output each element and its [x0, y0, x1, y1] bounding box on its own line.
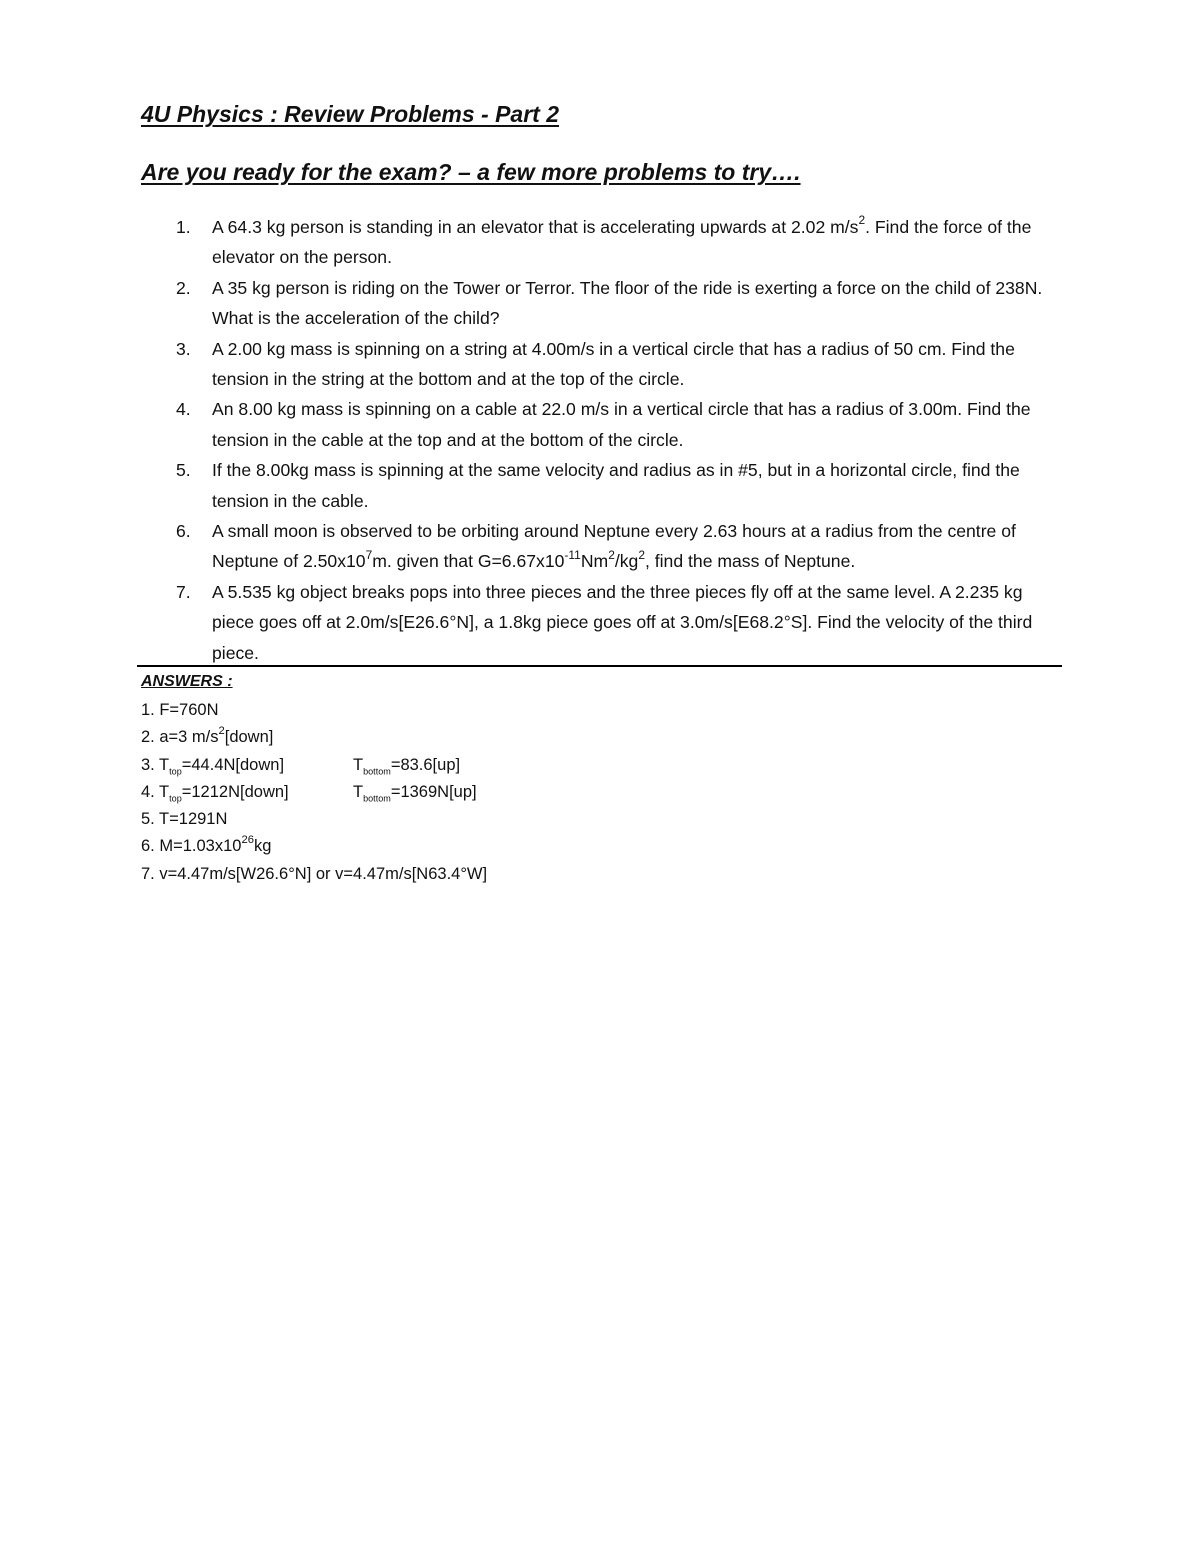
problem-number: 6. [176, 521, 191, 542]
problem-number: 5. [176, 460, 191, 481]
problem-number: 4. [176, 399, 191, 420]
answer-4: 4. $T_{top}=1212N[down]$ $T_{bottom}=1369N[up]$ [141, 779, 487, 806]
answer-3: 3. $T_{top}=44.4N[down]$ $T_{bottom}=83.6[up]$ [141, 752, 487, 779]
problem-6 [141, 516, 1061, 577]
answer-6: 6. $M=1.03x10^{26}kg$ [141, 834, 272, 856]
problem-text: If the 8.00kg mass is spinning at the same velocity and radius as in #5, but in a horizontal circle, find the tension in the cable. [212, 460, 1020, 511]
problem-3 [141, 334, 1061, 395]
answer-7: 7. v=4.47m/s[W26.6°N] or v=4.47m/s[N63.4°W] [141, 864, 488, 883]
answer-2: 2. a=3 $m/s^2[down]$ [141, 725, 274, 747]
problem-number: 3. [176, 338, 191, 359]
problem-text: A 5.535 kg object breaks pops into three pieces and the three pieces fly off at the same level. A 2.235 kg piece goes off at 2.0m/s[E26.6°N], a 1.8kg piece goes off at 3.0m/s[E68.2°S]. Find the velocity of the third piece. [212, 581, 1033, 663]
answers-heading: ANSWERS : [141, 673, 233, 690]
problem-text: An 8.00 kg mass is spinning on a cable at 22.0 m/s in a vertical circle that has a radius of 3.00m. Find the tension in the cable at the top and at the bottom of the circle. [212, 399, 1031, 450]
problem-number: 1. [176, 217, 191, 237]
problem-7 [141, 577, 1061, 668]
problem-text: A 2.00 kg mass is spinning on a string at 4.00m/s in a vertical circle that has a radius of 50 cm. Find the tension in the string at the bottom and at the top of the circle. [212, 338, 1015, 390]
problem-number: 7. [176, 581, 191, 602]
answer-3-bottom: $T_{bottom}=83.6[up]$ [353, 755, 461, 776]
problem-5 [141, 455, 1061, 516]
problem-1 [141, 212, 1061, 273]
section-divider [137, 665, 1062, 667]
document-subtitle: Are you ready for the exam? – a few more problems to try…. [141, 159, 801, 185]
problem-text: A 64.3 kg person is standing in an elevator that is accelerating upwards at 2.02 $m/s^2$. Find the force of the elevator on the person. [212, 213, 1032, 268]
problem-2 [141, 273, 1061, 334]
answer-list [141, 697, 487, 888]
answer-1: 1. F=760N [141, 701, 219, 719]
problem-number: 2. [176, 277, 191, 298]
answer-5: 5. T=1291N [141, 810, 228, 829]
problem-text: A 35 kg person is riding on the Tower or Terror. The floor of the ride is exerting a force on the child of 238N. What is the acceleration of the child? [212, 277, 1043, 329]
problem-list [141, 212, 1061, 668]
problem-4 [141, 394, 1061, 455]
document-title: 4U Physics : Review Problems - Part 2 [141, 101, 560, 127]
answer-4-bottom: $T_{bottom}=1369N[up]$ [353, 782, 477, 804]
problem-text: A small moon is observed to be orbiting around Neptune every 2.63 hours at a radius from the centre of Neptune of $2.50x10^7m$. given that $G=6.67x10^{-11}Nm^2/kg^2$, find the mass of Neptune. [212, 521, 1016, 572]
